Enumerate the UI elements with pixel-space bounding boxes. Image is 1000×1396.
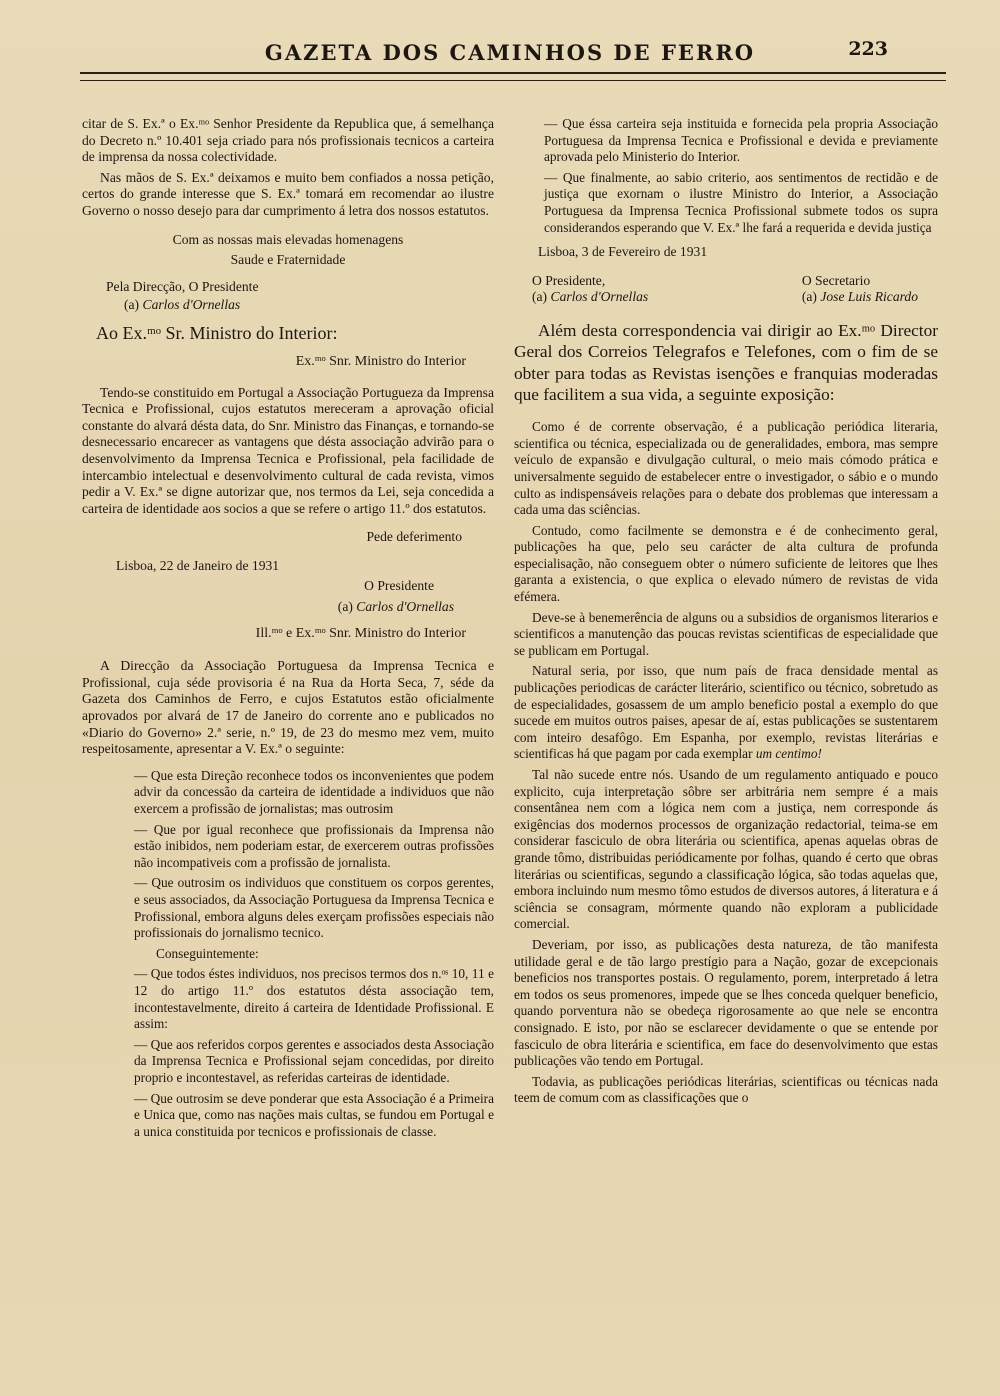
paragraph: Deveriam, por isso, as publicações desta natureza, de tão manifesta utilidade geral e de tão largo prestígio para a Nação, gozar de excepcionais beneficios nos transportes postais. O regulamento, porem, interpretado á letra em todos os seus promenores, impede que se lhes conceda quelquer beneficio, quando porventura não se obedeça rigorosamente ao que nele se encontra consignado. E isto, por não se esclarecer devidamente o que se entende por fasciculo de obra literária e scientifica, em face do desenvolvimento que estas publicações vão tendo em Portugal. bbox=[514, 936, 938, 1069]
page-number: 223 bbox=[848, 38, 888, 60]
date-line: Lisboa, 22 de Janeiro de 1931 bbox=[116, 557, 280, 573]
paragraph: Tendo-se constituido em Portugal a Associação Portugueza da Imprensa Tecnica e Profissional, cujos estatutos mereceram a aprovação oficial constante do alvará désta data, do Snr. Ministro das Finanças, e tornando-se desnecessario encarecer as vantagens que désta associação advirão para o desenvolvimento da Imprensa Tecnica e Profissional, pela facilidade de intercambio intelectual e desenvolvimento cultural de cada revista, vimos pedir a V. Ex.ª se digne autorizar que, nos termos da Lei, seja concedida a carteira de identidade aos socios a que se refere o artigo 11.º dos estatutos. bbox=[82, 384, 494, 516]
clause: — Que outrosim se deve ponderar que esta Associação é a Primeira e Unica que, como nas nações mais cultas, se fundou em Portugal e a unica constituida por tecnicos e profissionais de classe. bbox=[134, 1090, 495, 1139]
signature-title: O Secretario bbox=[801, 272, 871, 288]
clause: — Que por igual reconhece que profissionais da Imprensa não estão inibidos, nem poderiam estar, de exercerem outras profissões não incompativeis com a profissão de jornalista. bbox=[134, 821, 494, 870]
signature-prefix: (a) bbox=[337, 599, 353, 615]
signature-prefix: (a) bbox=[801, 289, 817, 305]
signature-title: O Presidente bbox=[364, 578, 434, 594]
paragraph: Contudo, como facilmente se demonstra e é de conhecimento geral, publicações ha que, pelo seu carácter de alta cultura de profunda especialisação, não conseguem obter o número suficiente de leitores que lhes garanta a existencia, o que explica o elevado número de revistas de vida efémera. bbox=[514, 522, 938, 605]
paragraph: Nas mãos de S. Ex.ª deixamos e muito bem confiados a nossa petição, certos do grande interesse que S. Ex.ª tomará em recomendar ao ilustre Governo o nosso desejo para dar cumprimento á letra dos nossos estatutos. bbox=[82, 169, 494, 218]
signature-prefix: (a) bbox=[124, 297, 140, 313]
clause: — Que aos referidos corpos gerentes e associados desta Associação da Imprensa Tecnica e Profissional sejam concedidas, por direito proprio e incontestavel, as referidas carteiras de identidade. bbox=[134, 1036, 495, 1085]
header-rule bbox=[80, 72, 946, 81]
left-column bbox=[82, 116, 494, 1144]
salutation: Ill.ᵐᵒ e Ex.ᵐᵒ Snr. Ministro do Interior bbox=[255, 625, 466, 641]
secretary-signature bbox=[802, 273, 918, 306]
signature-name: Carlos d'Ornellas bbox=[550, 289, 649, 305]
journal-title: GAZETA DOS CAMINHOS DE FERRO bbox=[264, 40, 756, 65]
paragraph: Deve-se à benemerência de alguns ou a subsidios de organismos literarios e scientificos a manutenção das poucas revistas scientificas de especialidade que se publicam em Portugal. bbox=[514, 609, 938, 658]
paragraph-text: Natural seria, por isso, que num país de fraca densidade mental as publicações periodicas de carácter literário, scientifico ou técnico, sobretudo as de especialidades, gosassem de um amplo beneficio postal a exemplo do que sucede em muitos outros paises, apesar de aí, estas publicações se sustentarem com inteiro desafôgo. Em Espanha, por exemplo, revistas literárias e scientificas há que pagam por cada exemplar bbox=[514, 663, 938, 762]
clause: — Que finalmente, ao sabio criterio, aos sentimentos de rectidão e de justiça que exornam o ilustre Ministro do Interior, a Associação Portuguesa da Imprensa Tecnica Profissional submete todos os supra considerandos esperando que V. Ex.ª lhe fará a requerida e devida justiça bbox=[544, 169, 938, 235]
paragraph: citar de S. Ex.ª o Ex.ᵐᵒ Senhor Presidente da Republica que, á semelhança do Decreto n.º 10.401 seja criado para nós profissionais tecnicos a carteira de imprensa da nossa colectividade. bbox=[82, 116, 494, 165]
paragraph bbox=[514, 663, 938, 763]
paragraph: Tal não sucede entre nós. Usando de um regulamento antiquado e pouco explicito, cuja interpretação sôbre ser arbitrária nem sempre é a mais consentânea nem com a lógica nem com a justiça, nem corresponde ás exigências dos modernos processos de organização redactorial, teima-se em considerar fasciculo de obra literária ou scientifica, apenas aquelas obras de grande tômo, distribuidas periódicamente por folhas, quando é certo que obras literárias ou scientificas, segundo a classificação lógica, são todas aquelas que, embora incluindo num mesmo tômo estudos de diversos autores, á literatura e á sciência se consagram, mórmente quando não exploram a publicidade comercial. bbox=[514, 767, 938, 932]
right-column bbox=[514, 116, 938, 1111]
date-line: Lisboa, 3 de Fevereiro de 1931 bbox=[538, 244, 708, 260]
paragraph: Todavia, as publicações periódicas literárias, scientificas ou técnicas nada teem de comum com as classificações que o bbox=[514, 1073, 938, 1106]
clause: Conseguintemente: bbox=[156, 945, 259, 961]
clause: — Que esta Direção reconhece todos os inconvenientes que podem advir da concessão da carteira de identidade a individuos que não exercem a profissão de jornalistas; mas outrosim bbox=[134, 767, 494, 816]
signature-name: Carlos d'Ornellas bbox=[356, 599, 454, 615]
running-header bbox=[80, 36, 940, 72]
signature bbox=[124, 297, 494, 314]
paragraph: A Direcção da Associação Portuguesa da Imprensa Tecnica e Profissional, cuja séde provisoria é na Rua da Horta Seca, 7, séde da Gazeta dos Caminhos de Ferro, e cujos Estatutos estão oficialmente aprovados por alvará de 17 de Janeiro do corrente ano e publicados no «Diario do Governo» 2.ª serie, n.º 19, de 23 do mesmo mez vem, muito respeitosamente, apresentar a V. Ex.ª o seguinte: bbox=[82, 658, 494, 757]
request-line: Pede deferimento bbox=[366, 529, 462, 545]
section-heading: Ao Ex.ᵐᵒ Sr. Ministro do Interior: bbox=[96, 322, 338, 343]
signature-prefix: (a) bbox=[532, 289, 548, 305]
emphasis: um centimo! bbox=[755, 746, 822, 762]
signature-title: O Presidente, bbox=[532, 272, 606, 288]
signature-name: Carlos d'Ornellas bbox=[142, 297, 241, 313]
clause: — Que éssa carteira seja instituida e fornecida pela propria Associação Portuguesa da Imprensa Tecnica e Profissional e devida e previamente aprovada pelo Ministerio do Interior. bbox=[544, 116, 938, 165]
clause: — Que todos éstes individuos, nos precisos termos dos n.ᵒˢ 10, 11 e 12 do artigo 11.º dos estatutos désta associação tem, incontestavelmente, direito á carteira de Identidade Profissional. E assim: bbox=[134, 966, 494, 1032]
closing-line: Saude e Fraternidade bbox=[230, 252, 346, 268]
signature-block bbox=[514, 273, 938, 306]
signature-line: Pela Direcção, O Presidente bbox=[106, 278, 259, 294]
closing-line: Com as nossas mais elevadas homenagens bbox=[172, 231, 404, 247]
clause: — Que outrosim os individuos que constituem os corpos gerentes, e seus associados, da Associação Portuguesa da Imprensa Tecnica e Profissional, embora alguns deles exerçam profissões especiais não profissionais do jornalismo tecnico. bbox=[134, 875, 494, 941]
president-signature bbox=[532, 273, 648, 306]
signature bbox=[82, 599, 454, 616]
salutation: Ex.ᵐᵒ Snr. Ministro do Interior bbox=[295, 353, 466, 369]
paragraph: Como é de corrente observação, é a publicação periódica literaria, scientifica ou técnica, especializada ou de generalidades, embora, mas sempre veículo de expansão e divulgação cultural, o meio mais cómodo prática e universalmente seguido de estabelecer entre o investigador, o sábio e o mundo culto as indispensáveis relações para o debate dos problemas que interessam a cada uma das sciências. bbox=[514, 419, 938, 518]
intro-paragraph: Além desta correspondencia vai dirigir ao Ex.ᵐᵒ Director Geral dos Correios Telegrafos e Telefones, com o fim de se obter para todas as Revistas isenções e franquias moderadas que facilitem a sua vida, a seguinte exposição: bbox=[514, 320, 938, 404]
signature-name: Jose Luis Ricardo bbox=[820, 289, 918, 305]
